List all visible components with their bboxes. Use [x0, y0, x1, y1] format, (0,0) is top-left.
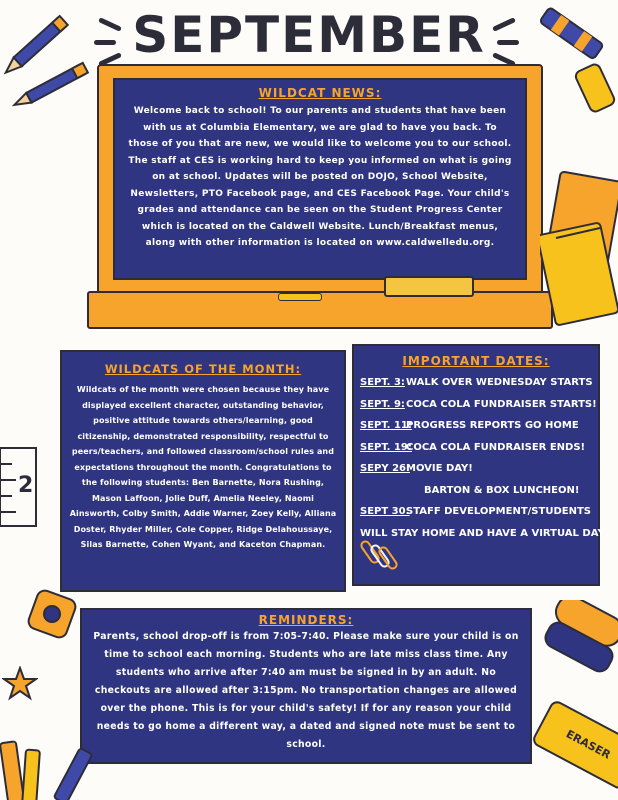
important-date-item	[360, 501, 592, 523]
wildcat-news-board	[113, 78, 527, 280]
important-date-item	[360, 437, 592, 459]
eraser-block-icon: ERASER	[530, 699, 618, 792]
crayons-icon	[0, 722, 100, 800]
wildcat-news-body: Welcome back to school! To our parents and students that have been with us at Columbia Elementary, we are glad to have you back. To those of you that are new, we would like to welcome you to our school. The staff at CES is working hard to keep you informed on what is going on at school. Updates will be posted on DOJO, School Website, Newsletters, PTO Facebook page, and CES Facebook Page. Your child's grades and attendance can be seen on the Student Progress Center which is located on the Caldwell Website. Lunch/Breakfast menus, along with other information is located on www.caldwelledu.org.	[128, 106, 512, 248]
stapler-icon	[540, 600, 618, 708]
important-date-label: SEPT. 11:	[360, 420, 412, 431]
important-date-text: PROGRESS REPORTS GO HOME	[406, 420, 579, 431]
ruler-icon	[0, 440, 60, 530]
pencil-icon	[8, 50, 104, 120]
board-eraser	[384, 276, 474, 297]
important-date-text: COCA COLA FUNDRAISER STARTS!	[406, 398, 597, 410]
important-date-item	[360, 480, 592, 502]
important-date-item	[360, 394, 597, 416]
important-dates-list	[354, 372, 605, 544]
important-date-item	[360, 372, 592, 394]
important-date-item	[360, 415, 592, 437]
wildcats-of-month-box	[60, 350, 346, 592]
reminders-body: Parents, school drop-off is from 7:05-7:40. Please make sure your child is on time to school each morning. Students who are late miss class time. Any students who arrive after 7:40 am must be signed in by an adult. No checkouts are allowed after 3:15pm. No transportation changes are allowed over the phone. This is for your child's safety! If for any reason your child needs to go home a different way, a dated and signed note must be sent to school.	[93, 631, 519, 750]
ruler-digit: 2	[18, 473, 34, 498]
important-date-text: MOVIE DAY!	[406, 463, 473, 474]
important-date-label: SEPY 26:	[360, 463, 410, 474]
page-title: SEPTEMBER	[132, 6, 486, 64]
chalk-stick	[278, 293, 322, 301]
wildcats-of-month-heading: WILDCATS OF THE MONTH:	[104, 362, 302, 376]
important-date-label: SEPT. 3:	[360, 377, 405, 388]
important-date-text: BARTON & BOX LUNCHEON!	[424, 484, 580, 496]
important-date-item	[360, 458, 592, 480]
important-date-text: WALK OVER WEDNESDAY STARTS	[406, 377, 593, 388]
important-date-label: SEPT. 9:	[360, 398, 405, 410]
star-eraser-icon	[2, 666, 38, 702]
reminders-box	[80, 608, 532, 764]
important-date-label: SEPT 30:	[360, 506, 410, 517]
important-date-text: STAFF DEVELOPMENT/STUDENTS	[406, 506, 591, 517]
pencil-sharpener-icon	[26, 586, 82, 642]
important-date-text: COCA COLA FUNDRAISER ENDS!	[406, 441, 586, 453]
eraser-icon	[572, 58, 618, 118]
important-date-label: SEPT. 19:	[360, 441, 412, 453]
wildcat-news-heading: WILDCAT NEWS:	[258, 86, 382, 100]
important-dates-box	[352, 344, 605, 586]
notebook-icon	[540, 168, 618, 328]
important-dates-heading: IMPORTANT DATES:	[402, 354, 550, 368]
reminders-heading: REMINDERS:	[258, 613, 354, 627]
important-date-text: WILL STAY HOME AND HAVE A VIRTUAL DAY	[360, 527, 605, 539]
paperclip-icon	[360, 532, 404, 576]
wildcats-of-month-body: Wildcats of the month were chosen because they have displayed excellent character, outstanding behavior, positive attitude towards others/learning, good citizenship, demonstrated responsibility, respectful to peers/teachers, and followed classroom/school rules and expectations throughout the month. Congratulations to the following students: Ben Barnette, Nora Rushing, Mason Laffoon, Jolie Duff, Amelia Neeley, Naomi Ainsworth, Colby Smith, Addie Warner, Zoey Kelly, Alliana Doster, Rhyder Miller, Cole Copper, Ridge Delahoussaye, Silas Barnette, Cohen Wyant, and Kaceton Chapman.	[69, 385, 337, 549]
